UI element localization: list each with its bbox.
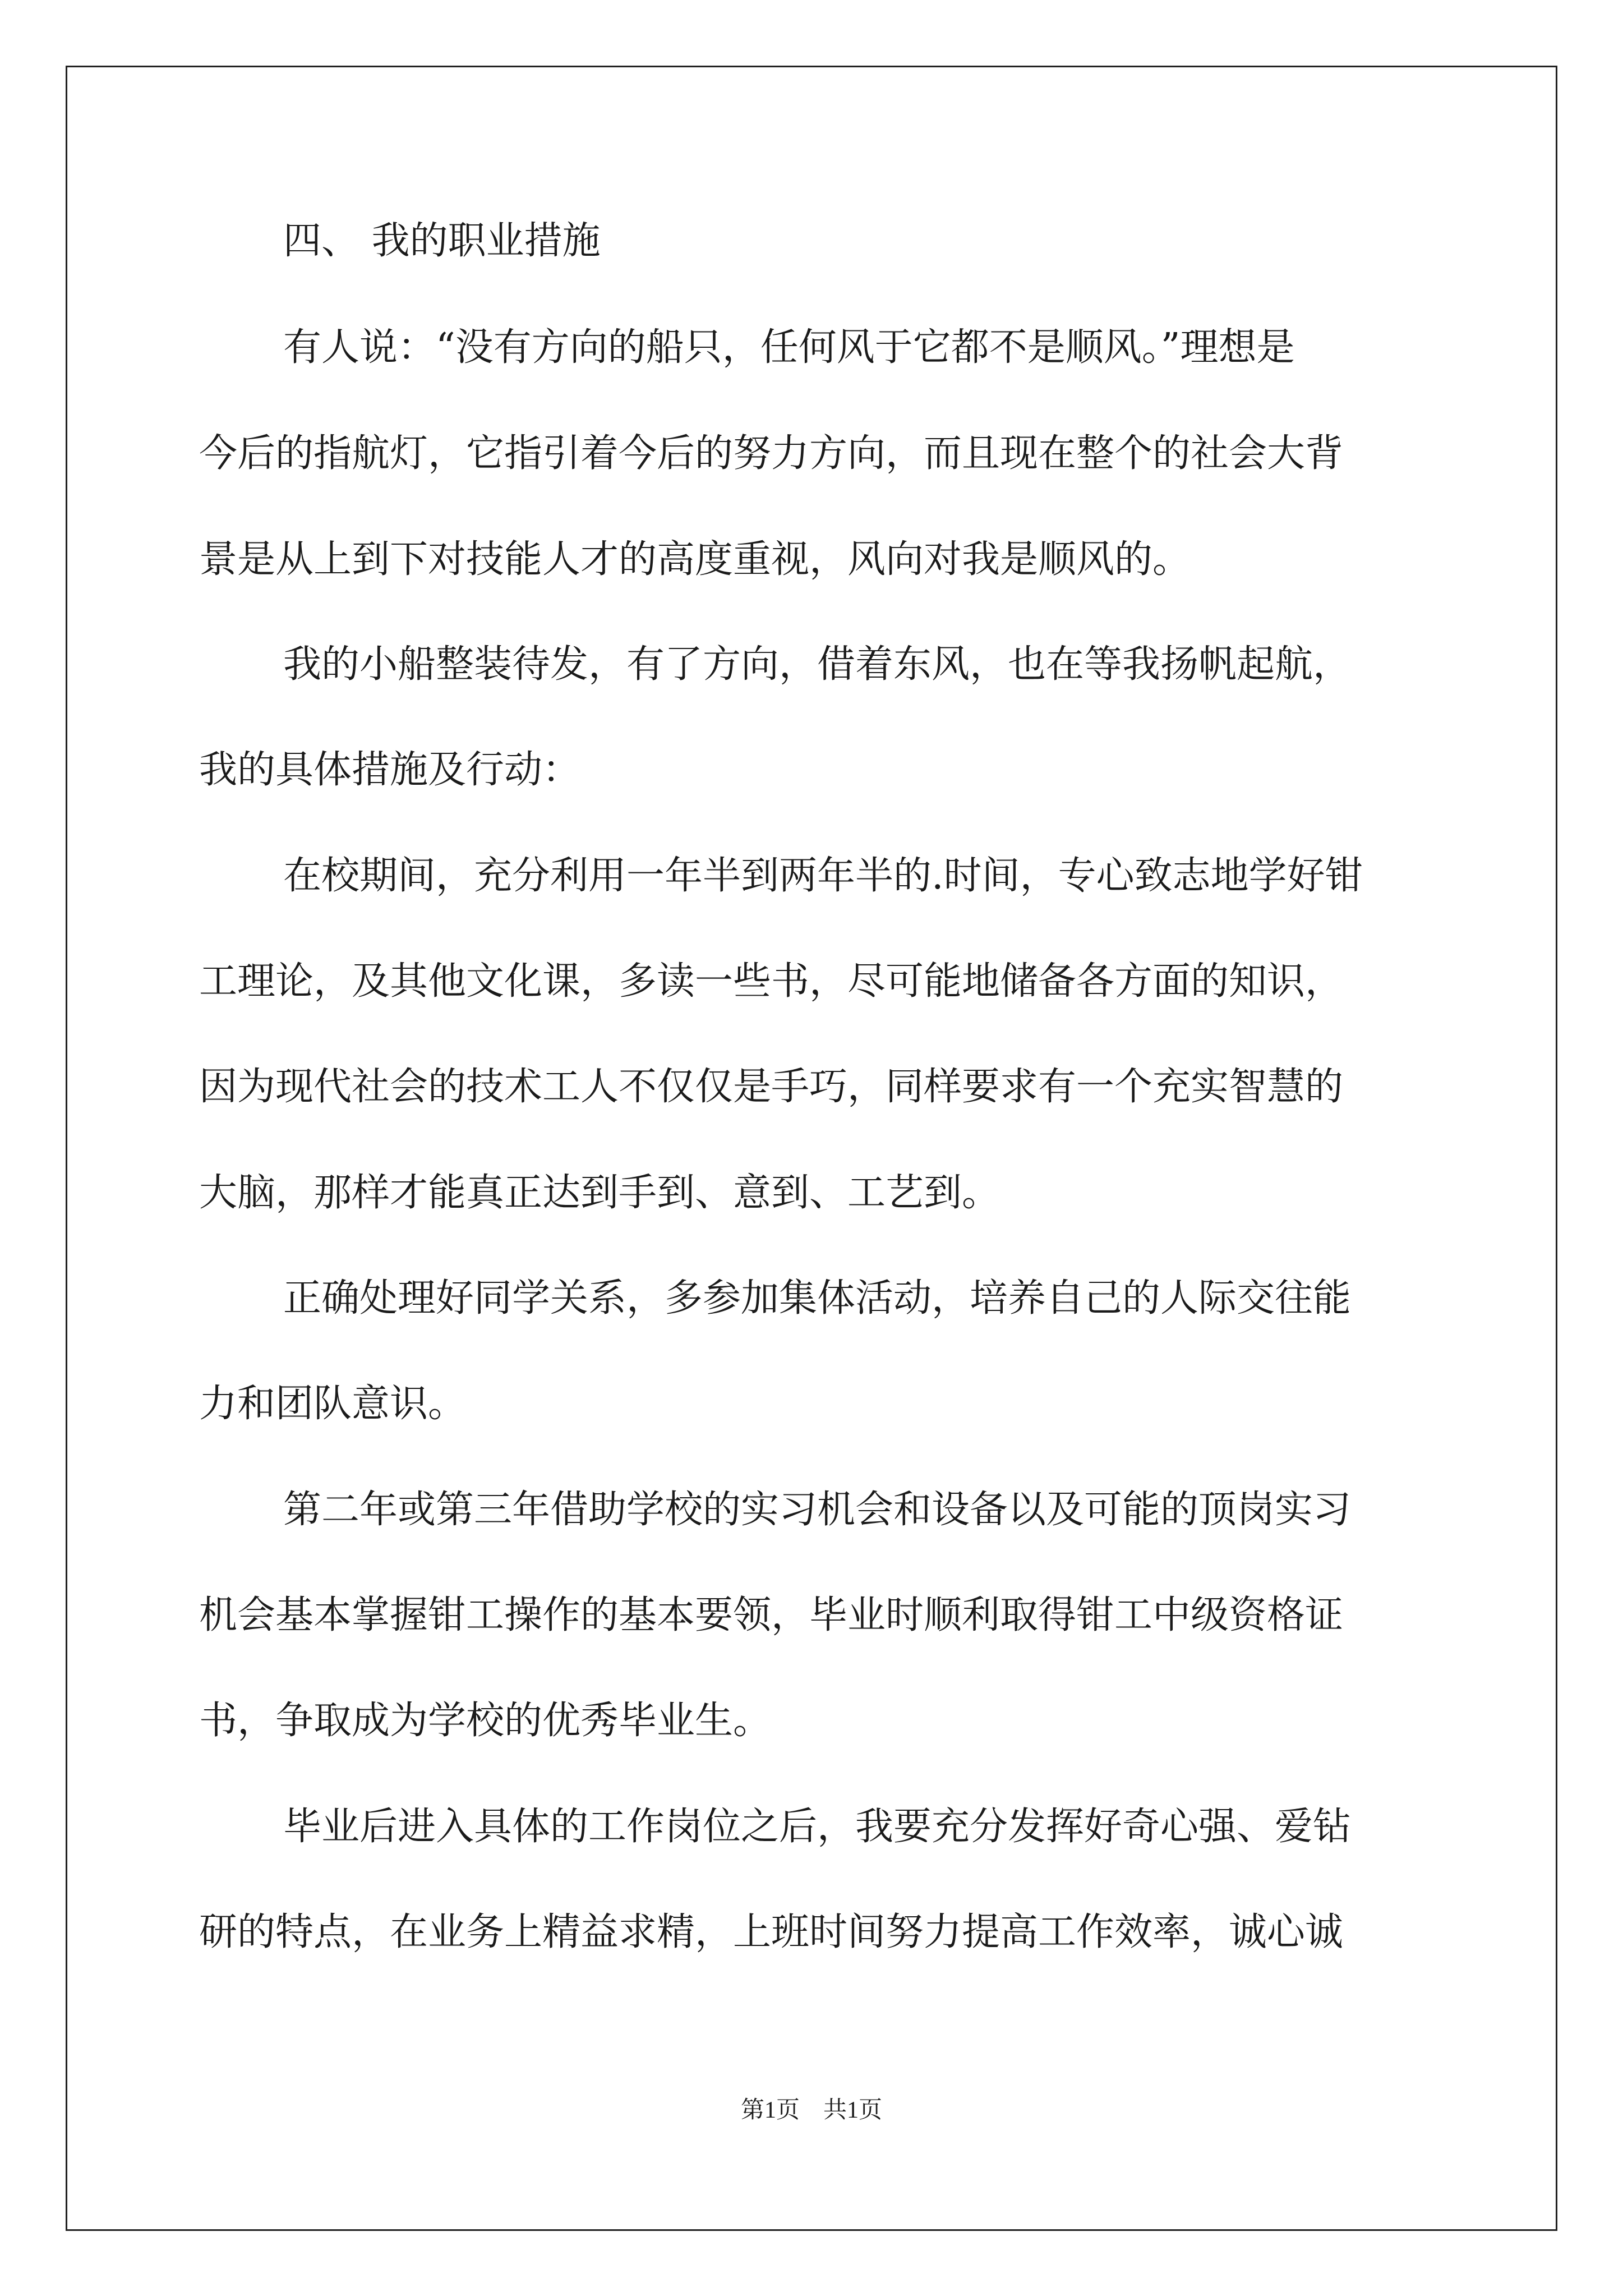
paragraph-line: 大脑，那样才能真正达到手到、意到、工艺到。 — [199, 1171, 1000, 1215]
page-border — [66, 66, 1557, 2231]
paragraph-line: 因为现代社会的技术工人不仅仅是手巧，同样要求有一个充实智慧的 — [199, 1065, 1344, 1109]
paragraph-line: 正确处理好同学关系，多参加集体活动，培养自己的人际交往能 — [283, 1276, 1352, 1320]
section-heading: 四、 我的职业措施 — [283, 219, 601, 263]
paragraph-line: 我的小船整装待发，有了方向，借着东风，也在等我扬帆起航， — [283, 642, 1352, 687]
paragraph-line: 第二年或第三年借助学校的实习机会和设备以及可能的顶岗实习 — [283, 1488, 1352, 1532]
paragraph-line: 书，争取成为学校的优秀毕业生。 — [199, 1699, 772, 1743]
paragraph-line: 工理论，及其他文化课，多读一些书，尽可能地储备各方面的知识， — [199, 959, 1344, 1004]
paragraph-line: 我的具体措施及行动： — [199, 748, 581, 792]
paragraph-line: 研的特点，在业务上精益求精，上班时间努力提高工作效率，诚心诚 — [199, 1910, 1344, 1954]
paragraph-line: 毕业后进入具体的工作岗位之后，我要充分发挥好奇心强、爱钻 — [283, 1805, 1352, 1849]
paragraph-line: 力和团队意识。 — [199, 1382, 467, 1426]
paragraph-line: 有人说：“没有方向的船只，任何风于它都不是顺风。”理想是 — [283, 325, 1295, 370]
paragraph-line: 在校期间，充分利用一年半到两年半的.时间，专心致志地学好钳 — [283, 854, 1363, 898]
page-footer: 第1页 共1页 — [740, 2097, 882, 2123]
paragraph-line: 机会基本掌握钳工操作的基本要领，毕业时顺利取得钳工中级资格证 — [199, 1593, 1344, 1637]
paragraph-line: 景是从上到下对技能人才的高度重视，风向对我是顺风的。 — [199, 537, 1191, 582]
paragraph-line: 今后的指航灯，它指引着今后的努力方向，而且现在整个的社会大背 — [199, 431, 1344, 476]
